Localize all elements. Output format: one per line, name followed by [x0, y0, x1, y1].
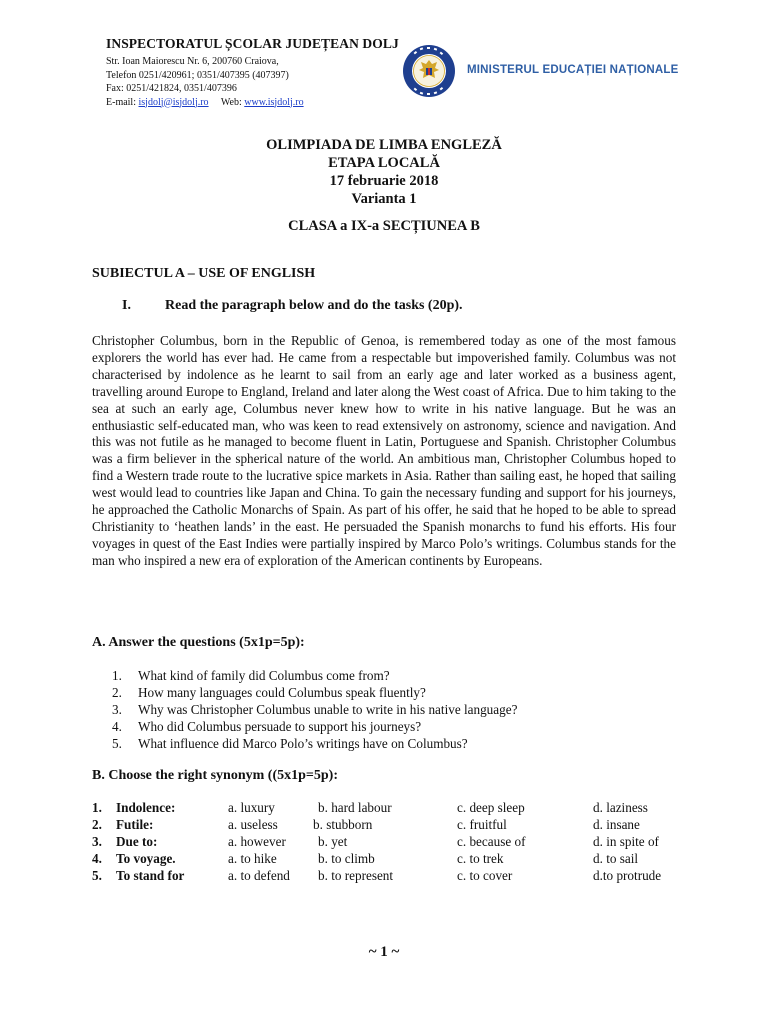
option-c: c. to trek: [457, 851, 504, 866]
option-c: c. to cover: [457, 868, 513, 883]
list-item: [112, 667, 517, 684]
question-text: Why was Christopher Columbus unable to write in his native language?: [138, 702, 518, 717]
option-d: d. insane: [593, 817, 640, 832]
option-a: a. luxury: [228, 800, 275, 815]
government-seal-logo: [402, 44, 456, 98]
task-number: I.: [122, 298, 131, 313]
question-list: [112, 667, 517, 752]
table-row: [92, 817, 692, 834]
table-row: [92, 800, 692, 817]
option-b: b. hard labour: [318, 800, 392, 815]
table-row: [92, 834, 692, 851]
org-name: INSPECTORATUL ȘCOLAR JUDEȚEAN DOLJ: [106, 36, 399, 51]
item-number: 2.: [92, 817, 102, 832]
option-a: a. to hike: [228, 851, 277, 866]
task-instruction: Read the paragraph below and do the tasks (20p).: [165, 298, 463, 313]
olympiad-title: [0, 136, 768, 208]
title-date: 17 februarie 2018: [329, 173, 439, 189]
ministry-name: MINISTERUL EDUCAȚIEI NAȚIONALE: [467, 64, 679, 76]
item-number: 5.: [92, 868, 102, 883]
question-text: Who did Columbus persuade to support his journeys?: [138, 719, 422, 734]
reading-paragraph: Christopher Columbus, born in the Republic of Genoa, is remembered today as one of the most famous explorers the world has ever had. He came from a respectable but impoverished family. Columbus was not characterised by indolence as he learnt to sail from an early age and later worked as a business agent, travelling around Europe to England, Ireland and later along the West coast of Africa. Due to him taking to the sea at such an early age, Columbus never knew how to write in his native language. But he was an enthusiastic self-educated man, who was keen to read extensively on astronomy, science and navigation. And this was not futile as he managed to become fluent in Latin, Portuguese and Spanish. Christopher Columbus was a firm believer in the spherical nature of the world. An ambitious man, Christopher Columbus hoped to find a Western trade route to the lucrative spice markets in Asia. Rather than sailing east, he hoped that sailing west would lead to countries like Japan and China. To gain the necessary funding and support for his journeys, he approached the Catholic Monarchs of Spain. As part of his offer, he said that he hoped to be able to spread Christianity to ‘heathen lands’ in the east. He persuaded the Spanish monarchs to fund his efforts. His four voyages in quest of the East Indies were partially inspired by Marco Polo’s writings. Columbus stands for the man who inspired a new era of exploration of the American continents by Europeans.: [92, 333, 676, 568]
option-c: c. because of: [457, 834, 526, 849]
list-item: [112, 718, 517, 735]
title-line-1: OLIMPIADA DE LIMBA ENGLEZĂ: [266, 137, 502, 153]
option-d: d.to protrude: [593, 868, 662, 883]
option-d: d. laziness: [593, 800, 648, 815]
option-b: b. to represent: [318, 868, 394, 883]
list-item: [112, 684, 517, 701]
section-b-heading: B. Choose the right synonym ((5x1p=5p):: [92, 768, 338, 783]
option-d: d. to sail: [593, 851, 639, 866]
item-word: To voyage.: [116, 851, 176, 866]
item-number: 4.: [92, 851, 102, 866]
letterhead: [106, 36, 399, 109]
title-variant: Varianta 1: [351, 191, 417, 207]
email-label: E-mail:: [106, 96, 136, 108]
item-word: To stand for: [116, 868, 185, 883]
page-number: ~ 1 ~: [368, 944, 400, 960]
option-a: a. to defend: [228, 868, 290, 883]
item-number: 3.: [92, 834, 102, 849]
question-text: What kind of family did Columbus come from?: [138, 668, 390, 683]
option-d: d. in spite of: [593, 834, 659, 849]
option-a: a. however: [228, 834, 286, 849]
org-phone: Telefon 0251/420961; 0351/407395 (407397): [106, 69, 289, 81]
list-item: [112, 735, 517, 752]
synonym-table: [92, 800, 692, 885]
org-contact: [106, 96, 399, 110]
option-b: b. stubborn: [313, 817, 373, 832]
question-number: 3.: [112, 702, 122, 717]
item-word: Indolence:: [116, 800, 176, 815]
question-number: 5.: [112, 736, 122, 751]
org-address: Str. Ioan Maiorescu Nr. 6, 200760 Craiova,: [106, 56, 279, 67]
option-c: c. fruitful: [457, 817, 507, 832]
option-b: b. yet: [318, 834, 348, 849]
item-number: 1.: [92, 800, 102, 815]
item-word: Futile:: [116, 817, 154, 832]
table-row: [92, 868, 692, 885]
table-row: [92, 851, 692, 868]
question-text: How many languages could Columbus speak fluently?: [138, 685, 426, 700]
title-line-2: ETAPA LOCALĂ: [328, 155, 440, 171]
option-b: b. to climb: [318, 851, 375, 866]
web-link[interactable]: www.isjdolj.ro: [244, 96, 304, 108]
list-item: [112, 701, 517, 718]
question-text: What influence did Marco Polo’s writings have on Columbus?: [138, 736, 468, 751]
question-number: 4.: [112, 719, 122, 734]
class-section-title: CLASA a IX-a SECȚIUNEA B: [288, 218, 480, 234]
org-fax: Fax: 0251/421824, 0351/407396: [106, 83, 237, 94]
item-word: Due to:: [116, 834, 158, 849]
option-a: a. useless: [228, 817, 278, 832]
email-link[interactable]: isjdolj@isjdolj.ro: [138, 96, 209, 108]
option-c: c. deep sleep: [457, 800, 525, 815]
question-number: 1.: [112, 668, 122, 683]
subject-heading: SUBIECTUL A – USE OF ENGLISH: [92, 266, 316, 281]
question-number: 2.: [112, 685, 122, 700]
web-label: Web:: [220, 96, 242, 108]
section-a-heading: A. Answer the questions (5x1p=5p):: [92, 635, 305, 650]
